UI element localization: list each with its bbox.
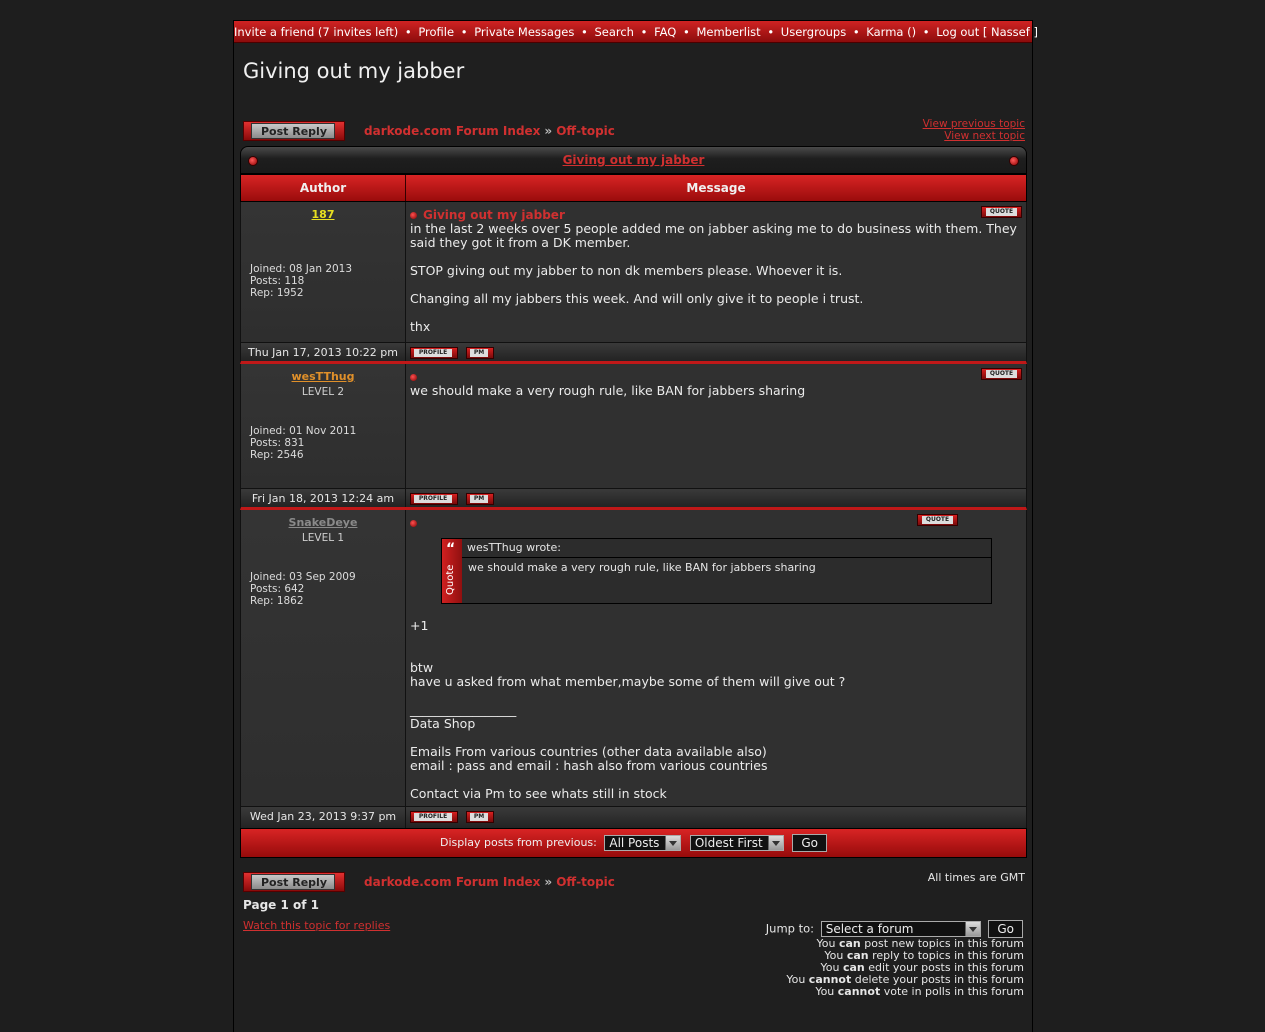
post-line: +1 xyxy=(410,618,429,633)
profile-button-label: PROFILE xyxy=(414,813,452,821)
author-info xyxy=(250,263,352,299)
post-reply-button[interactable] xyxy=(243,121,345,141)
post-author-name[interactable]: wesTThug xyxy=(291,370,355,383)
quote-button[interactable] xyxy=(981,368,1022,380)
breadcrumb-section[interactable]: Off-topic xyxy=(556,124,615,138)
quote-button-label: QUOTE xyxy=(922,516,953,524)
forum-page xyxy=(233,20,1038,1032)
permission-text: vote in polls in this forum xyxy=(880,985,1024,998)
author-info xyxy=(250,425,356,461)
post-line: thx xyxy=(410,319,431,334)
author-joined: Joined: 01 Nov 2011 xyxy=(250,425,357,437)
nav-usergroups-link[interactable]: Usergroups xyxy=(780,25,847,39)
chevron-down-icon xyxy=(965,922,980,936)
post-author-cell xyxy=(241,202,406,342)
nav-separator: • xyxy=(581,25,588,39)
nav-separator: • xyxy=(640,25,648,39)
author-posts: Posts: 118 xyxy=(250,275,305,287)
quote-button[interactable] xyxy=(981,206,1022,218)
pm-button[interactable] xyxy=(466,811,494,823)
display-go-button[interactable]: Go xyxy=(792,834,827,852)
quote-button-label: QUOTE xyxy=(986,370,1017,378)
post-line: we should make a very rough rule, like BAN for jabbers sharing xyxy=(410,383,806,398)
view-previous-topic-link[interactable]: View previous topic xyxy=(922,118,1025,130)
signature-divider: _________________ xyxy=(410,702,517,717)
chevron-down-icon xyxy=(768,836,783,850)
quote-sidebar xyxy=(442,539,462,603)
topic-navigation xyxy=(923,118,1025,142)
jump-to-select[interactable] xyxy=(821,921,981,937)
breadcrumb-section[interactable]: Off-topic xyxy=(556,875,615,889)
post-author-name[interactable]: SnakeDeye xyxy=(288,516,358,529)
permission-text: delete your posts in this forum xyxy=(851,973,1024,986)
permission-text: You xyxy=(820,961,843,974)
column-headers xyxy=(240,174,1027,202)
column-author: Author xyxy=(241,175,406,201)
jump-go-button[interactable]: Go xyxy=(988,920,1023,938)
view-next-topic-link[interactable]: View next topic xyxy=(944,130,1025,142)
pm-button-label: PM xyxy=(470,495,488,503)
post-footer xyxy=(240,342,1027,364)
author-level: LEVEL 1 xyxy=(301,532,345,544)
nav-separator: • xyxy=(922,25,930,39)
chevron-down-icon xyxy=(665,836,680,850)
permission-text: You xyxy=(816,937,839,950)
author-joined: Joined: 03 Sep 2009 xyxy=(250,571,356,583)
nav-profile-link[interactable]: Profile xyxy=(418,25,455,39)
permission-level: cannot xyxy=(837,985,881,998)
post-line: Data Shop xyxy=(410,716,476,731)
post-message-cell xyxy=(406,510,1026,806)
post-reply-label: Post Reply xyxy=(251,123,335,139)
posts-range-select[interactable] xyxy=(604,835,681,851)
forum-permissions xyxy=(786,938,1024,998)
post-subject xyxy=(410,370,1022,384)
post-date: Fri Jan 18, 2013 12:24 am xyxy=(241,489,406,507)
permission-level: can xyxy=(838,937,861,950)
quote-author: wesTThug wrote: xyxy=(462,539,991,558)
post-message-cell xyxy=(406,364,1026,488)
quote-button[interactable] xyxy=(917,514,958,526)
quote-label: Quote xyxy=(445,564,456,596)
breadcrumb-arrow: » xyxy=(544,124,553,138)
post-line: in the last 2 weeks over 5 people added me on jabber asking me to do business with them. They said they got it from a DK member. xyxy=(410,221,1017,250)
permission-level: can xyxy=(842,961,865,974)
nav-invite-link[interactable]: Invite a friend (7 invites left) xyxy=(234,25,399,39)
nav-faq-link[interactable]: FAQ xyxy=(654,25,677,39)
post-bullet-icon xyxy=(410,374,417,381)
nav-memberlist-link[interactable]: Memberlist xyxy=(696,25,761,39)
nav-separator: • xyxy=(767,25,775,39)
profile-button[interactable] xyxy=(410,347,458,359)
author-rep: Rep: 1952 xyxy=(250,287,304,299)
post-line: btw xyxy=(410,660,434,675)
post-line: email : pass and email : hash also from various countries xyxy=(410,758,768,773)
display-options-bar xyxy=(240,828,1027,858)
nav-separator: • xyxy=(404,25,412,39)
author-joined: Joined: 08 Jan 2013 xyxy=(250,263,353,275)
quote-button-label: QUOTE xyxy=(986,208,1017,216)
post-date: Wed Jan 23, 2013 9:37 pm xyxy=(241,807,406,828)
post-line: have u asked from what member,maybe some of them will give out ? xyxy=(410,674,846,689)
display-label: Display posts from previous: xyxy=(440,836,597,849)
post-row xyxy=(240,510,1027,806)
watch-topic-link[interactable]: Watch this topic for replies xyxy=(243,919,391,932)
author-posts: Posts: 642 xyxy=(250,583,305,595)
column-message: Message xyxy=(686,181,746,195)
post-footer xyxy=(240,488,1027,510)
profile-button-label: PROFILE xyxy=(414,349,452,357)
author-rep: Rep: 1862 xyxy=(250,595,304,607)
post-line: Contact via Pm to see whats still in stock xyxy=(410,786,667,801)
post-body xyxy=(410,222,1022,334)
post-row xyxy=(240,202,1027,342)
post-actions xyxy=(406,807,1026,828)
permission-text: You xyxy=(824,949,847,962)
permission-text: You xyxy=(815,985,838,998)
nav-separator: • xyxy=(460,25,468,39)
quote-block xyxy=(441,538,992,604)
post-row xyxy=(240,364,1027,488)
posts-range-value: All Posts xyxy=(609,836,660,850)
breadcrumb xyxy=(364,124,615,138)
post-author-cell xyxy=(241,364,406,488)
post-author-cell xyxy=(241,510,406,806)
quote-marks-icon: “ xyxy=(446,541,456,557)
permission-text: edit your posts in this forum xyxy=(864,961,1024,974)
bottom-action-bar xyxy=(243,872,1025,892)
top-action-bar xyxy=(243,118,1025,142)
profile-button[interactable] xyxy=(410,493,458,505)
jump-to-label: Jump to: xyxy=(765,921,815,936)
permission-text: You xyxy=(786,973,809,986)
quote-text: we should make a very rough rule, like BAN for jabbers sharing xyxy=(468,561,816,574)
pm-button[interactable] xyxy=(466,493,494,505)
author-level: LEVEL 2 xyxy=(301,386,345,398)
nav-logout-link[interactable]: Log out [ Nassef ] xyxy=(936,25,1038,39)
page-title: Giving out my jabber xyxy=(243,59,465,83)
header-right-dot-icon xyxy=(1009,156,1019,166)
breadcrumb-forum-index[interactable]: darkode.com Forum Index xyxy=(364,875,541,889)
permission-text: post new topics in this forum xyxy=(860,937,1024,950)
header-left-dot-icon xyxy=(248,156,258,166)
post-body xyxy=(410,384,1022,398)
post-actions xyxy=(406,489,1026,507)
breadcrumb-arrow: » xyxy=(544,875,553,889)
page-info: Page 1 of 1 xyxy=(243,898,319,912)
post-line: Emails From various countries (other data available also) xyxy=(410,744,767,759)
breadcrumb xyxy=(364,875,615,889)
sort-order-select[interactable] xyxy=(690,835,784,851)
pm-button[interactable] xyxy=(466,347,494,359)
permission-text: reply to topics in this forum xyxy=(868,949,1024,962)
nav-private-messages-link[interactable]: Private Messages xyxy=(474,25,575,39)
jump-to xyxy=(766,920,1023,938)
profile-button[interactable] xyxy=(410,811,458,823)
post-bullet-icon xyxy=(410,520,417,527)
post-subject xyxy=(410,208,1022,222)
post-body xyxy=(410,619,845,801)
post-footer xyxy=(240,806,1027,828)
author-info xyxy=(250,571,356,607)
topic-title-link[interactable]: Giving out my jabber xyxy=(562,153,705,167)
breadcrumb-forum-index[interactable]: darkode.com Forum Index xyxy=(364,124,541,138)
nav-karma-link[interactable]: Karma () xyxy=(866,25,917,39)
profile-button-label: PROFILE xyxy=(414,495,452,503)
post-subject-text: Giving out my jabber xyxy=(423,208,565,222)
post-message-cell xyxy=(406,202,1026,342)
post-line: Changing all my jabbers this week. And will only give it to people i trust. xyxy=(410,291,864,306)
top-navigation xyxy=(234,21,1038,43)
pm-button-label: PM xyxy=(470,813,488,821)
author-posts: Posts: 831 xyxy=(250,437,305,449)
post-reply-button[interactable] xyxy=(243,872,345,892)
timezone-note: All times are GMT xyxy=(927,871,1025,884)
topic-table xyxy=(240,146,1027,858)
topic-table-header xyxy=(240,146,1027,174)
nav-search-link[interactable]: Search xyxy=(594,25,634,39)
sort-order-value: Oldest First xyxy=(694,836,763,850)
nav-separator: • xyxy=(852,25,860,39)
pm-button-label: PM xyxy=(470,349,488,357)
permission-level: can xyxy=(846,949,869,962)
post-actions xyxy=(406,343,1026,361)
nav-separator: • xyxy=(683,25,690,39)
jump-to-value: Select a forum xyxy=(825,922,914,936)
post-line: STOP giving out my jabber to non dk members please. Whoever it is. xyxy=(410,263,843,278)
permission-line xyxy=(786,986,1024,998)
author-rep: Rep: 2546 xyxy=(250,449,304,461)
post-bullet-icon xyxy=(410,212,417,219)
post-reply-label: Post Reply xyxy=(251,874,335,890)
post-author-name[interactable]: 187 xyxy=(311,208,335,221)
post-date: Thu Jan 17, 2013 10:22 pm xyxy=(241,343,406,361)
permission-level: cannot xyxy=(808,973,852,986)
